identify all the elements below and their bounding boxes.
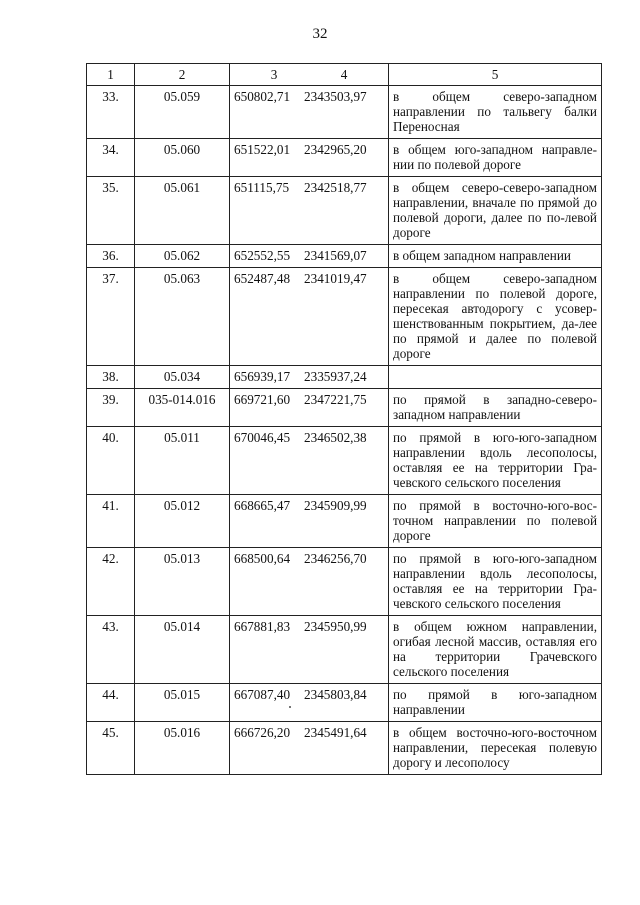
coordinates-cell [230, 139, 389, 177]
point-code: 05.063 [135, 268, 230, 366]
row-number: 37. [87, 268, 135, 366]
row-number: 35. [87, 177, 135, 245]
row-number: 34. [87, 139, 135, 177]
direction-description: по прямой в юго-юго-западном направлении вдоль лесополосы, оставляя ее на территории Гра-чевского сельского поселения [389, 427, 602, 495]
direction-description: в общем южном направлении, огибая лесной массив, оставляя его на территории Грачевского сельского поселения [389, 616, 602, 684]
table-row [87, 684, 602, 722]
header-col-2: 2 [135, 64, 230, 86]
header-col-1: 1 [87, 64, 135, 86]
point-code: 05.016 [135, 722, 230, 775]
coord-x: 667087,40 [234, 687, 291, 702]
coordinates-cell [230, 722, 389, 775]
row-number: 36. [87, 245, 135, 268]
coordinates-cell [230, 86, 389, 139]
point-code: 05.011 [135, 427, 230, 495]
coord-y: 2345909,99 [304, 498, 367, 513]
coordinates-cell [230, 548, 389, 616]
coordinates-cell [230, 616, 389, 684]
coordinates-cell [230, 366, 389, 389]
point-code: 05.015 [135, 684, 230, 722]
table-row [87, 616, 602, 684]
point-code: 05.059 [135, 86, 230, 139]
direction-description: в общем восточно-юго-восточном направлении, пересекая полевую дорогу и лесополосу [389, 722, 602, 775]
coord-y: 2335937,24 [304, 369, 367, 384]
table-row [87, 366, 602, 389]
row-number: 44. [87, 684, 135, 722]
direction-description: в общем юго-западном направле-нии по полевой дороге [389, 139, 602, 177]
table-body [87, 86, 602, 775]
row-number: 45. [87, 722, 135, 775]
coord-x: 666726,20 [234, 725, 291, 740]
coord-x: 669721,60 [234, 392, 291, 407]
row-number: 42. [87, 548, 135, 616]
coord-y: 2341569,07 [304, 248, 367, 263]
coord-y: 2342518,77 [304, 180, 367, 195]
coordinates-cell [230, 495, 389, 548]
coord-x: 652487,48 [234, 271, 291, 286]
header-col-5: 5 [389, 64, 602, 86]
header-col-4: 4 [340, 67, 348, 82]
coordinates-cell [230, 389, 389, 427]
point-code: 05.034 [135, 366, 230, 389]
row-number: 43. [87, 616, 135, 684]
coord-x: 651522,01 [234, 142, 291, 157]
direction-description [389, 366, 602, 389]
coord-y: 2343503,97 [304, 89, 367, 104]
scan-speck [289, 706, 291, 708]
row-number: 40. [87, 427, 135, 495]
point-code: 05.013 [135, 548, 230, 616]
table-row [87, 548, 602, 616]
coordinates-cell [230, 268, 389, 366]
coordinates-cell [230, 177, 389, 245]
row-number: 39. [87, 389, 135, 427]
direction-description: в общем северо-северо-западном направлении, вначале по прямой до полевой дороги, далее по по-левой дороге [389, 177, 602, 245]
table-row [87, 86, 602, 139]
coord-x: 668665,47 [234, 498, 291, 513]
point-code: 05.062 [135, 245, 230, 268]
row-number: 41. [87, 495, 135, 548]
table-row [87, 722, 602, 775]
row-number: 33. [87, 86, 135, 139]
point-code: 05.012 [135, 495, 230, 548]
point-code: 035-014.016 [135, 389, 230, 427]
coord-y: 2346502,38 [304, 430, 367, 445]
point-code: 05.061 [135, 177, 230, 245]
page-number: 32 [312, 26, 328, 42]
direction-description: в общем северо-западном направлении по тальвегу балки Переносная [389, 86, 602, 139]
direction-description: по прямой в восточно-юго-вос-точном направлении по полевой дороге [389, 495, 602, 548]
direction-description: по прямой в юго-западном направлении [389, 684, 602, 722]
point-code: 05.060 [135, 139, 230, 177]
coordinates-cell [230, 427, 389, 495]
coord-y: 2346256,70 [304, 551, 367, 566]
coord-y: 2347221,75 [304, 392, 367, 407]
table-header-row [87, 64, 602, 86]
direction-description: по прямой в юго-юго-западном направлении вдоль лесополосы, оставляя ее на территории Гра-чевского сельского поселения [389, 548, 602, 616]
point-code: 05.014 [135, 616, 230, 684]
table-row [87, 389, 602, 427]
coord-x: 651115,75 [234, 180, 290, 195]
coord-x: 667881,83 [234, 619, 291, 634]
direction-description: в общем западном направлении [389, 245, 602, 268]
coord-x: 670046,45 [234, 430, 291, 445]
coord-y: 2341019,47 [304, 271, 367, 286]
coord-y: 2342965,20 [304, 142, 367, 157]
coordinates-cell [230, 245, 389, 268]
coord-x: 656939,17 [234, 369, 291, 384]
boundary-points-table [86, 63, 602, 775]
coord-x: 650802,71 [234, 89, 291, 104]
row-number: 38. [87, 366, 135, 389]
coord-y: 2345803,84 [304, 687, 367, 702]
direction-description: в общем северо-западном направлении по полевой дороге, пересекая автодорогу с усовер-шенствованным покрытием, да-лее по прямой и далее по полевой дороге [389, 268, 602, 366]
table-row [87, 139, 602, 177]
coord-y: 2345950,99 [304, 619, 367, 634]
table-row [87, 495, 602, 548]
table-row [87, 177, 602, 245]
header-col-3-4 [230, 64, 389, 86]
direction-description: по прямой в западно-северо-западном направлении [389, 389, 602, 427]
coord-x: 668500,64 [234, 551, 291, 566]
coordinates-cell [230, 684, 389, 722]
table-row [87, 268, 602, 366]
table-row [87, 427, 602, 495]
coord-x: 652552,55 [234, 248, 291, 263]
coord-y: 2345491,64 [304, 725, 367, 740]
header-col-3: 3 [270, 67, 278, 82]
table-row [87, 245, 602, 268]
